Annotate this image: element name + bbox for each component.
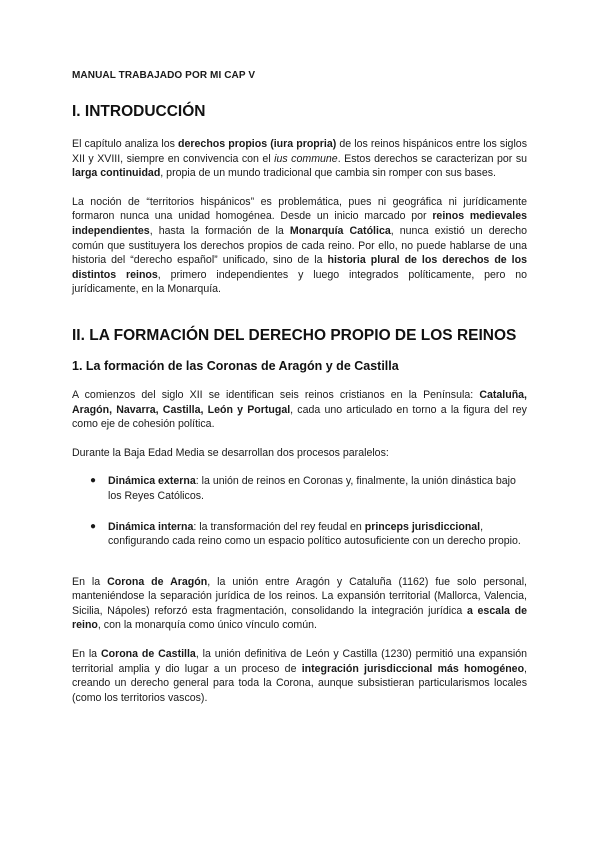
bold-run: derechos propios (iura propria) [178,138,337,150]
section-2-heading: II. LA FORMACIÓN DEL DERECHO PROPIO DE LOS REINOS [72,326,517,344]
section-2-paragraph-3 [72,575,527,633]
text-run: : la unión de reinos en Coronas y, finalmente, la unión dinástica bajo los Reyes Católicos. [108,475,516,502]
intro-paragraph-2 [72,195,527,297]
bold-run: princeps jurisdiccional [364,520,481,533]
bold-run: Monarquía Católica [289,224,391,237]
section-2-paragraph-4 [72,647,527,705]
text-run: , nunca existió un derecho común que sustituyera los derechos propios de cada reino. Por ello, no puede hablarse de una historia del “derecho español” unificado, sino de la [72,224,527,267]
section-2-paragraph-2: Durante la Baja Edad Media se desarrollan dos procesos paralelos: [72,446,389,459]
text-run: En la [72,575,108,588]
section-2-paragraph-1 [72,388,527,432]
list-item [90,520,527,549]
text-run: La noción de “territorios hispánicos” es problemática, pues ni geográfica ni jurídicamente formaron nunca una unidad homogénea. Desde un inicio marcado por [72,195,527,223]
text-run: . Estos derechos se caracterizan por su [337,152,528,165]
text-run: En la [72,648,101,661]
bold-run: Corona de Castilla [100,648,196,661]
bold-run: Cataluña, Aragón, Navarra, Castilla, León y Portugal [72,388,527,416]
bold-run: reinos medievales independientes [72,210,527,237]
bold-run: a escala de reino [72,604,527,632]
list-item [90,474,527,503]
text-run: , creando un derecho general para toda la Corona, aunque subsistieran particularismos locales (como los territorios vascos). [72,662,527,704]
section-1-heading: I. INTRODUCCIÓN [72,103,206,120]
document-title: MANUAL TRABAJADO POR MI CAP V [72,70,256,81]
text-run: , cada uno articulado en torno a la figura del rey como eje de cohesión política. [72,403,527,431]
spacer [72,565,527,575]
bold-run: larga continuidad [72,167,161,180]
bold-run: Dinámica interna [108,520,194,533]
text-run: , hasta la formación de la [149,224,290,237]
text-run: El capítulo analiza los [72,138,179,150]
text-run: , primero independientes y luego integrados políticamente, pero no jurídicamente, en la Monarquía. [72,268,527,296]
bullet-icon: ● [90,520,97,532]
bold-run: Corona de Aragón [107,575,208,588]
bold-run: historia plural de los derechos de los distintos reinos [72,254,527,281]
text-run: , configurando cada reino como un espacio político autosuficiente con un derecho propio. [108,520,521,548]
italic-run: ius commune [274,152,338,165]
text-run: , propia de un mundo tradicional que cambia sin romper con sus bases. [160,167,496,180]
text-run: , con la monarquía como único vínculo común. [97,619,317,632]
text-run: , la unión definitiva de León y Castilla (1230) permitió una expansión territorial amplia y dio lugar a un proceso de [72,648,528,675]
section-2-subheading: 1. La formación de las Coronas de Aragón y de Castilla [72,358,399,373]
bold-run: Dinámica externa [108,475,196,488]
document-page [72,70,527,719]
text-run: : la transformación del rey feudal en [193,520,365,533]
bold-run: integración jurisdiccional más homogéneo [301,662,525,675]
bullet-icon: ● [90,475,97,487]
text-run: , la unión entre Aragón y Cataluña (1162) fue solo personal, manteniéndose la separación jurídica de los reinos. La expansión territorial (Mallorca, Valencia, Sicilia, Nápoles) reforzó esta fragmentación, consolidando la integración jurídica [72,575,527,617]
text-run: de los reinos hispánicos entre los siglos XII y XVIII, siempre en convivencia con el [72,138,527,165]
text-run: A comienzos del siglo XII se identifican seis reinos cristianos en la Península: [72,388,480,401]
bullet-list [72,474,527,548]
intro-paragraph-1 [72,137,527,181]
